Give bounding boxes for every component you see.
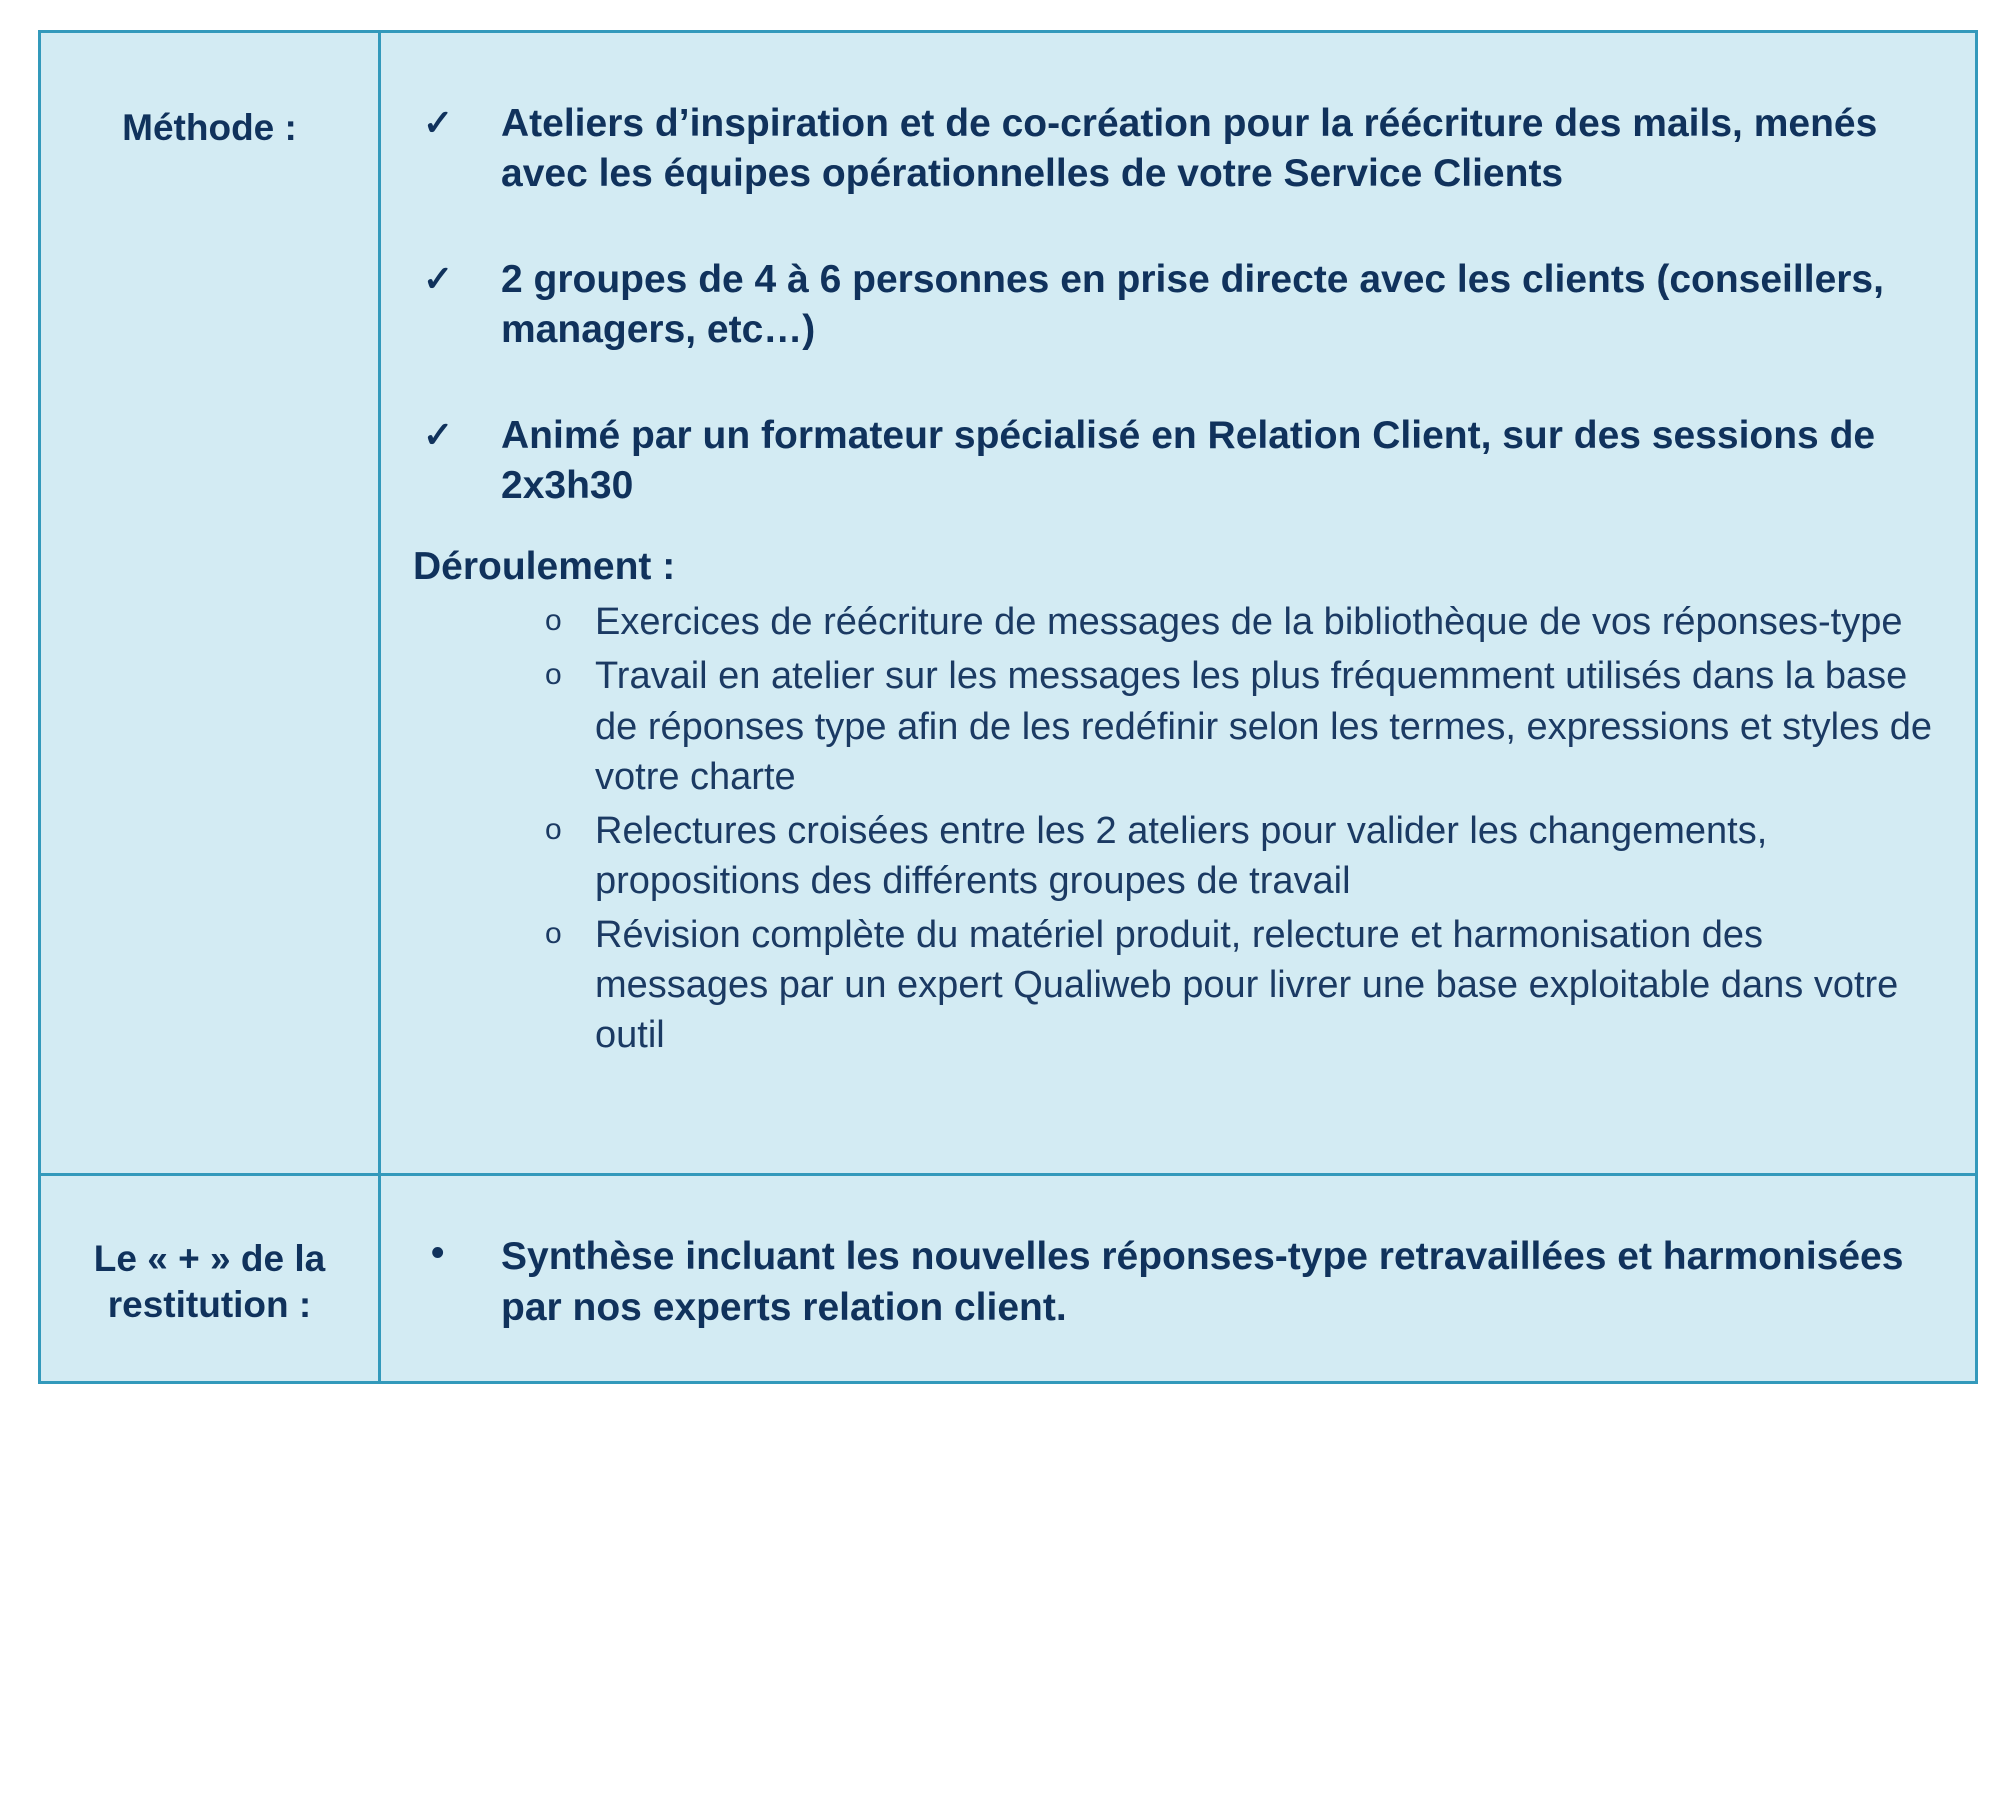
list-item-text: Révision complète du matériel produit, relecture et harmonisation des messages par un expert Qualiweb pour livrer une base exploitable dans votre outil: [595, 914, 1899, 1057]
list-item: [545, 806, 1945, 906]
list-item-text: Synthèse incluant les nouvelles réponses-type retravaillées et harmonisées par nos experts relation client.: [501, 1235, 1904, 1329]
list-item-text: Relectures croisées entre les 2 ateliers pour valider les changements, propositions des différents groupes de travail: [595, 809, 1768, 903]
list-item: [545, 651, 1945, 801]
circle-bullet-icon: o: [545, 812, 562, 846]
plus-bullet-list: [409, 1232, 1945, 1333]
table-row-method: [40, 32, 1977, 1175]
table-row-plus: [40, 1175, 1977, 1383]
dot-bullet-icon: •: [431, 1232, 445, 1274]
list-item: [545, 597, 1945, 647]
method-checklist: [409, 99, 1945, 510]
row-label-plus-text: Le « + » de la restitution :: [93, 1238, 326, 1326]
list-item: [409, 99, 1945, 199]
row-body-method: [380, 32, 1977, 1175]
list-item: [409, 1232, 1945, 1333]
list-item-text: Travail en atelier sur les messages les plus fréquemment utilisés dans la base de réponses type afin de les redéfinir selon les termes, expressions et styles de votre charte: [595, 655, 1933, 798]
subsection-title: Déroulement :: [413, 545, 676, 589]
list-item: [409, 255, 1945, 355]
circle-bullet-icon: o: [545, 604, 562, 638]
row-label-plus: [40, 1175, 380, 1383]
check-icon: ✓: [423, 413, 454, 455]
check-icon: ✓: [423, 102, 454, 143]
circle-bullet-icon: o: [545, 917, 562, 951]
method-table: [38, 30, 1978, 1384]
list-item-text: Exercices de réécriture de messages de la bibliothèque de vos réponses-type: [595, 601, 1903, 644]
list-item: [409, 411, 1945, 511]
list-item-text: Ateliers d’inspiration et de co-création pour la réécriture des mails, menés avec les équipes opérationnelles de votre Service Clients: [501, 102, 1878, 195]
deroulement-sublist: [409, 597, 1945, 1060]
row-label-method: [40, 32, 380, 1175]
list-item: [545, 910, 1945, 1060]
row-label-method-text: Méthode :: [122, 107, 297, 148]
row-body-plus: [380, 1175, 1977, 1383]
list-item-text: 2 groupes de 4 à 6 personnes en prise directe avec les clients (conseillers, managers, etc…): [501, 257, 1884, 351]
check-icon: ✓: [423, 257, 454, 299]
list-item-text: Animé par un formateur spécialisé en Relation Client, sur des sessions de 2x3h30: [501, 413, 1876, 507]
circle-bullet-icon: o: [545, 658, 562, 692]
